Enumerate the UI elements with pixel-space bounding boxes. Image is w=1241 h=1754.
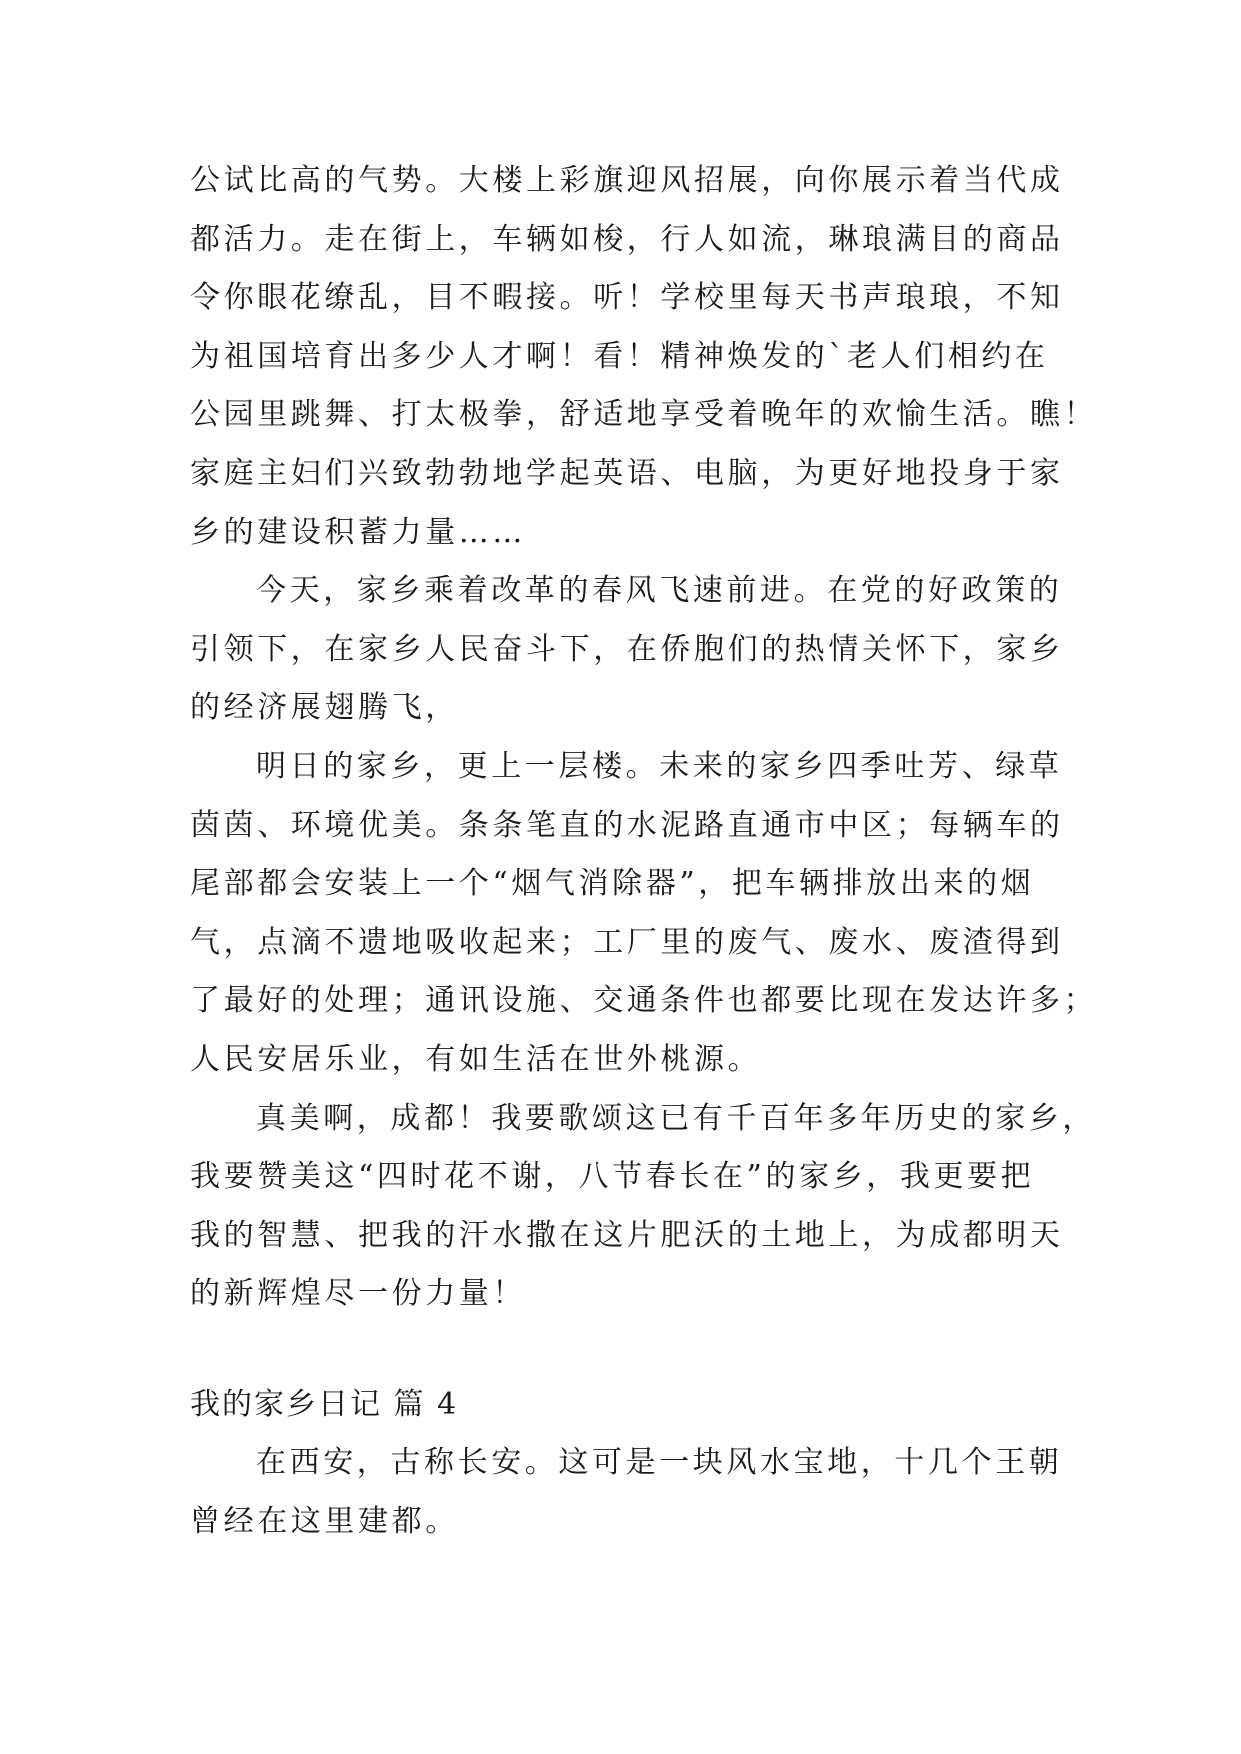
text-line: 引领下，在家乡人民奋斗下，在侨胞们的热情关怀下，家乡	[190, 631, 1064, 667]
paragraph-praise	[190, 1090, 1096, 1324]
text-line: 我要赞美这“四时花不谢，八节春长在”的家乡，我更要把	[190, 1159, 1035, 1195]
text-line: 了最好的处理；通讯设施、交通条件也都要比现在发达许多；	[190, 983, 1098, 1019]
text-line: 人民安居乐业，有如生活在世外桃源。	[190, 1041, 762, 1077]
text-line: 令你眼花缭乱，目不暇接。听！学校里每天书声琅琅，不知	[190, 280, 1064, 316]
text-line: 我的智慧、把我的汗水撒在这片肥沃的土地上，为成都明天	[190, 1217, 1064, 1253]
text-line: 乡的建设积蓄力量……	[190, 514, 526, 550]
paragraph-xian	[190, 1434, 1063, 1551]
text-line: 的经济展翅腾飞，	[190, 690, 459, 726]
text-line: 气，点滴不遗地吸收起来；工厂里的废气、废水、废渣得到	[190, 924, 1064, 960]
text-line: 今天，家乡乘着改革的春风飞速前进。在党的好政策的	[256, 573, 1063, 609]
text-line: 公园里跳舞、打太极拳，舒适地享受着晚年的欢愉生活。瞧！	[190, 397, 1098, 433]
text-line: 为祖国培育出多少人才啊！看！精神焕发的`老人们相约在	[190, 338, 1049, 374]
paragraph-continuation	[190, 152, 1098, 562]
text-line: 曾经在这里建都。	[190, 1504, 459, 1540]
text-line: 家庭主妇们兴致勃勃地学起英语、电脑，为更好地投身于家	[190, 455, 1064, 491]
document-body	[190, 152, 1098, 1552]
text-line: 茵茵、环境优美。条条笔直的水泥路直通市中区；每辆车的	[190, 807, 1064, 843]
text-line: 的新辉煌尽一份力量！	[190, 1276, 526, 1312]
text-line: 明日的家乡，更上一层楼。未来的家乡四季吐芳、绿草	[256, 748, 1063, 784]
text-line: 在西安，古称长安。这可是一块风水宝地，十几个王朝	[256, 1445, 1063, 1481]
section-heading: 我的家乡日记 篇 4	[190, 1386, 459, 1422]
text-line: 公试比高的气势。大楼上彩旗迎风招展，向你展示着当代成	[190, 163, 1064, 198]
paragraph-tomorrow	[190, 738, 1098, 1090]
text-line: 都活力。走在街上，车辆如梭，行人如流，琳琅满目的商品	[190, 221, 1064, 257]
section-gap	[190, 1324, 1050, 1376]
text-line: 尾部都会安装上一个“烟气消除器”，把车辆排放出来的烟	[190, 866, 1035, 902]
paragraph-today	[190, 562, 1064, 738]
text-line: 真美啊，成都！我要歌颂这已有千百年多年历史的家乡，	[256, 1100, 1096, 1136]
